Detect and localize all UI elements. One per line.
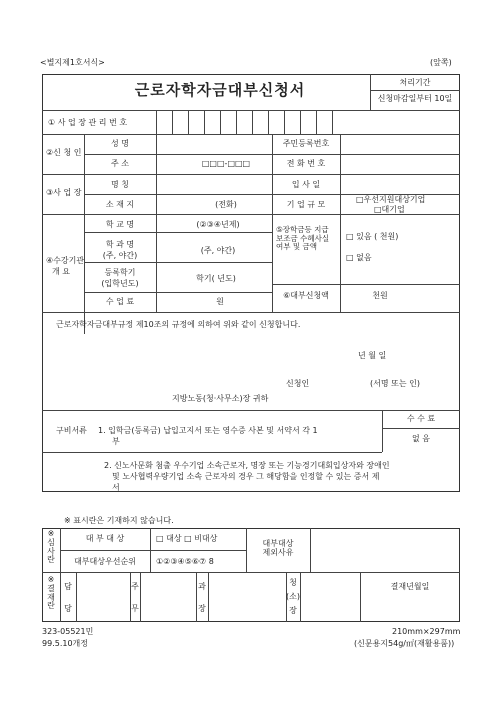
- approval-side: ※ 결 재 란: [47, 575, 55, 611]
- business-group: ③사 업 장: [46, 188, 82, 197]
- processing-value: 신청마감일부터 10일: [377, 94, 453, 103]
- school-group-line1: ④수강기관: [46, 256, 85, 265]
- dept-label-sub: (주, 야간): [102, 251, 138, 260]
- applicant-sign: 신청인: [286, 379, 310, 388]
- tuition-value[interactable]: 원: [216, 297, 224, 306]
- docs-item2-line1: 2. 신노사문화 첨출 우수기업 소속근로자, 명장 또는 기능경기대회입상자와 장애인: [104, 461, 390, 470]
- date-line[interactable]: 년 월 일: [358, 351, 387, 360]
- school-name-value[interactable]: (②③④년제): [196, 220, 240, 229]
- officer-line2: 당: [64, 604, 72, 613]
- docs-item2-line3: 서: [112, 483, 120, 492]
- business-location-label: 소 재 지: [105, 200, 135, 209]
- business-location-value[interactable]: (전화): [215, 200, 237, 209]
- applicant-address-label: 주 소: [111, 159, 129, 168]
- page-side: (앞쪽): [430, 58, 452, 67]
- non-target-reason: 대부대상 제외사유: [262, 539, 294, 558]
- loan-amount-value[interactable]: 천원: [372, 291, 388, 300]
- dept-label: 학 과 명: [105, 240, 135, 249]
- office-chief-line1: 청: [289, 578, 297, 587]
- size-option-large[interactable]: □대기업: [374, 205, 405, 214]
- applicant-phone-label: 전 화 번 호: [286, 159, 326, 168]
- form-title: 근로자학자금대부신청서: [134, 81, 306, 99]
- fee-value: 없 음: [412, 434, 430, 443]
- dept-value[interactable]: (주, 야간): [200, 246, 236, 255]
- workplace-no-label: ① 사 업 장 관 리 번 호: [48, 118, 128, 127]
- size-option-priority[interactable]: □우선지원대상기업: [356, 195, 426, 204]
- school-name-label: 학 교 명: [105, 220, 135, 229]
- applicant-address-value[interactable]: □□□-□□□: [201, 159, 251, 168]
- footer-code: 323-05521민: [42, 627, 94, 636]
- priority-value[interactable]: ①②③④⑤⑥⑦ 8: [156, 557, 214, 566]
- scholarship-no[interactable]: □ 없음: [346, 253, 372, 262]
- footer-revised: 99.5.10개정: [42, 639, 88, 648]
- assistant-line1: 주: [131, 582, 139, 591]
- docs-item1: 1. 입학금(등록금) 납입고지서 또는 영수증 사본 및 서약서 각 1: [98, 426, 318, 435]
- form-id: <별지제1호서식>: [40, 58, 105, 67]
- office-chief-line3: 장: [289, 606, 297, 615]
- office-chief-line2: (소): [286, 592, 300, 601]
- entry-label-sub: (입학년도): [101, 279, 139, 288]
- approval-date-label: 결재년월일: [390, 582, 430, 591]
- applicant-rrn-label: 주민등록번호: [282, 139, 330, 148]
- applicant-group: ②신 청 인: [46, 148, 82, 157]
- docs-item1-cont: 부: [112, 437, 120, 446]
- note: ※ 표시란은 기재하지 않습니다.: [64, 516, 174, 525]
- hire-date-label: 입 사 일: [291, 180, 321, 189]
- docs-item2-line2: 및 노사협력우량기업 소속 근로자의 경우 그 해당함을 인정할 수 있는 증서 제: [112, 472, 380, 481]
- priority-label: 대부대상우선순위: [74, 557, 136, 566]
- footer-paper: (신문용지54g/㎡(재활용품)): [354, 639, 455, 648]
- business-name-label: 명 칭: [111, 180, 129, 189]
- scholarship-label: ⑤장학금등 지급 보조금 수혜사실 여부 및 금액: [276, 225, 330, 252]
- scholarship-yes[interactable]: □ 있음 ( 천원): [346, 232, 399, 241]
- review-side: ※ 심 사 란: [47, 529, 55, 565]
- officer-line1: 담: [64, 582, 72, 591]
- business-size-label: 기 업 규 모: [286, 200, 326, 209]
- applicant-name-label: 성 명: [111, 139, 129, 148]
- fee-label: 수 수 료: [406, 414, 436, 423]
- school-group-line2: 개 요: [52, 267, 70, 276]
- docs-label: 구비서류: [56, 426, 87, 435]
- target-label: 대 부 대 상: [85, 534, 125, 543]
- assistant-line2: 무: [131, 604, 139, 613]
- processing-label: 처리기간: [399, 78, 431, 87]
- workplace-no-cells[interactable]: [156, 110, 332, 134]
- section-chief-line2: 장: [198, 604, 206, 613]
- entry-value[interactable]: 학기( 년도): [196, 274, 236, 283]
- section-chief-line1: 과: [198, 582, 206, 591]
- footer-size: 210mm×297mm: [392, 627, 461, 636]
- entry-label: 등록학기: [104, 268, 136, 277]
- loan-amount-label: ⑥대부신청액: [283, 291, 329, 300]
- tuition-label: 수 업 료: [105, 297, 135, 306]
- statement: 근로자학자금대부규정 제10조의 규정에 의하여 위와 같이 신청합니다.: [56, 320, 301, 329]
- sign-hint[interactable]: (서명 또는 인): [370, 379, 420, 388]
- target-options[interactable]: □ 대상 □ 비대상: [156, 534, 218, 543]
- to-office: 지방노동(청·사무소)장 귀하: [172, 394, 269, 403]
